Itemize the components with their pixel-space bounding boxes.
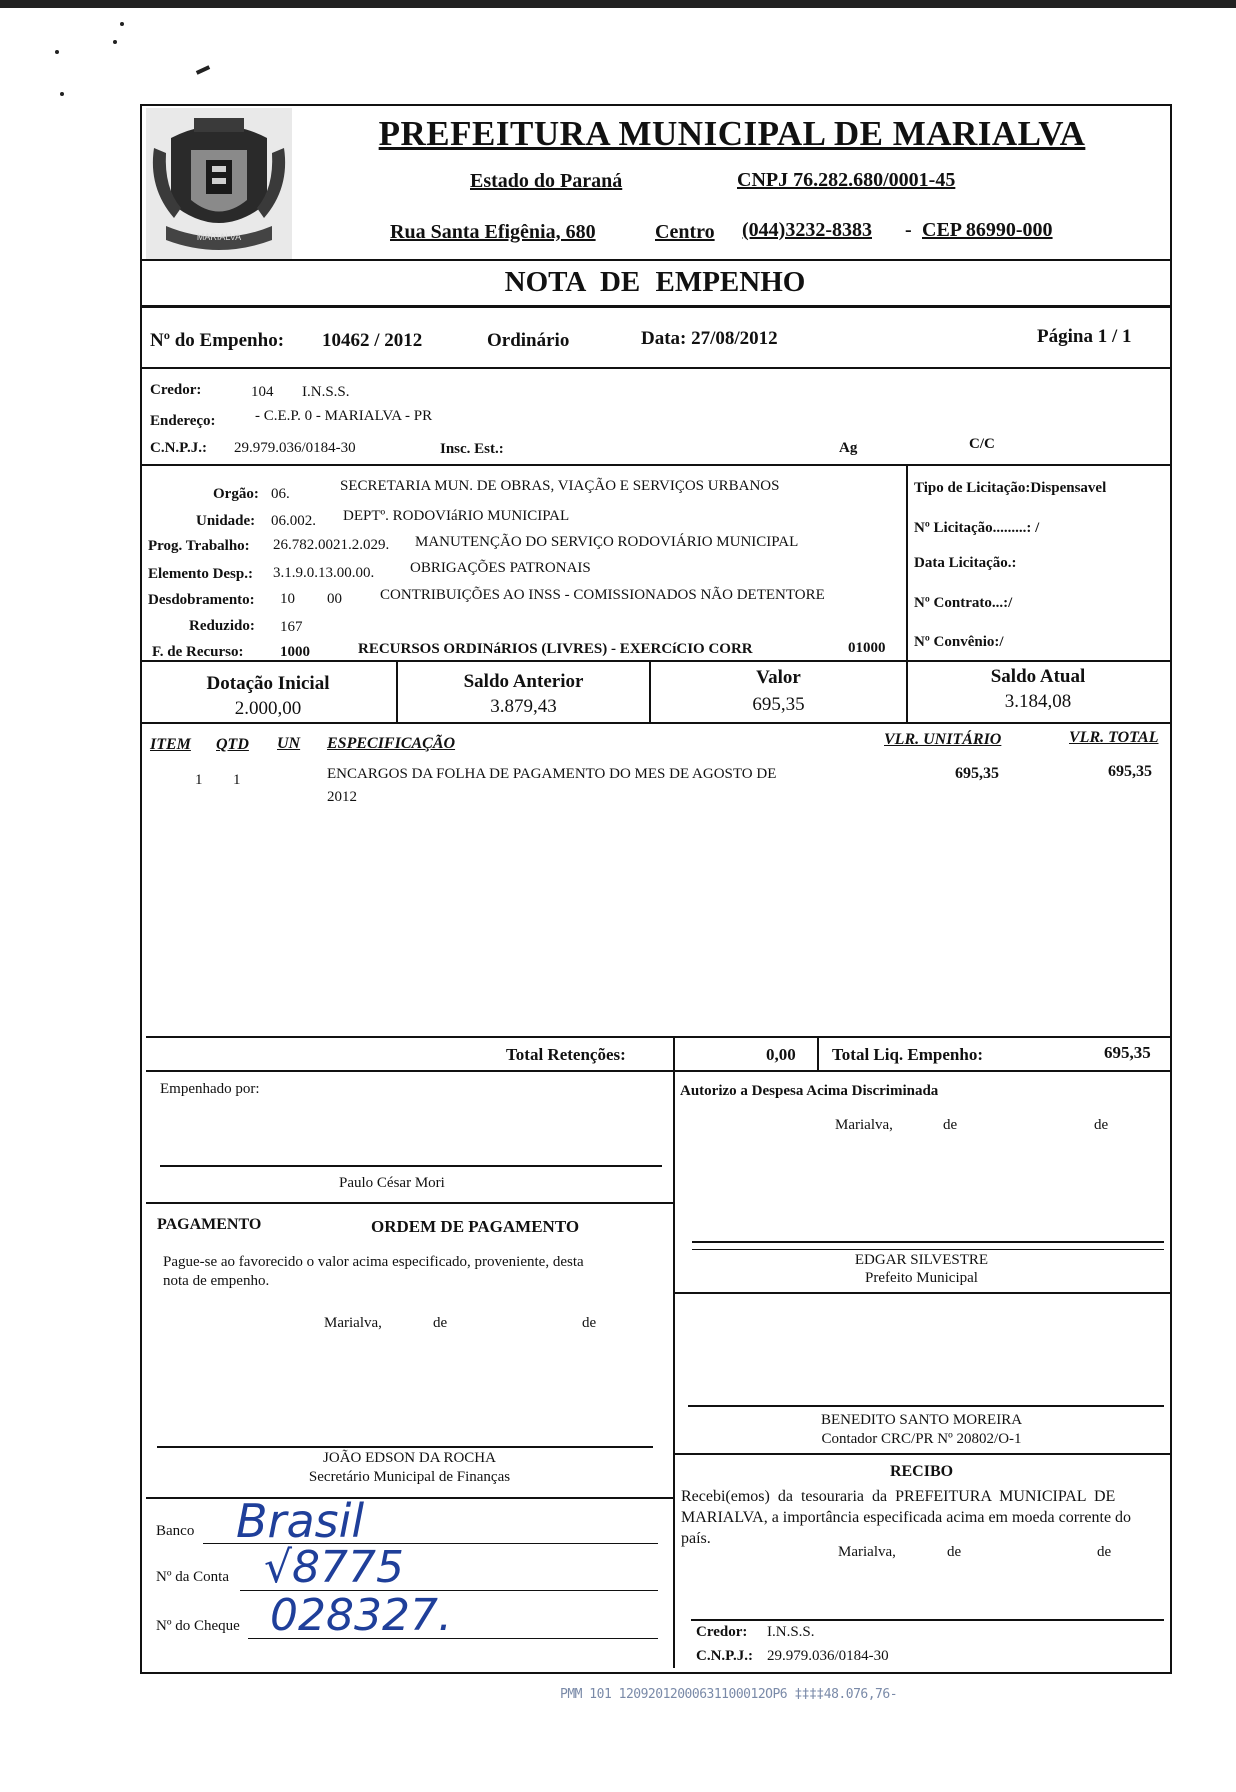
- left-de2: de: [582, 1315, 597, 1331]
- item-number: 1: [195, 772, 203, 788]
- insc-est-label: Insc. Est.:: [440, 441, 504, 457]
- state-label: Estado do Paraná: [470, 170, 623, 192]
- desdobramento-b: 00: [327, 591, 342, 607]
- liquido-value: 695,35: [1104, 1043, 1151, 1062]
- secretario-title: Secretário Municipal de Finanças: [308, 1469, 511, 1485]
- col-header-total: VLR. TOTAL: [1069, 729, 1159, 746]
- credor-code: 104: [251, 384, 274, 400]
- header-dash: -: [905, 219, 912, 241]
- saldo-atual-label: Saldo Atual: [990, 666, 1086, 687]
- credor-label: Credor:: [150, 382, 202, 398]
- recibo-city: Marialva,: [838, 1544, 896, 1560]
- item-especificacao-line2: 2012: [327, 789, 357, 805]
- saldo-atual-value: 3.184,08: [1004, 691, 1072, 712]
- licitacao-numero: Nº Licitação.........: /: [914, 520, 1040, 536]
- divider: [673, 1036, 675, 1070]
- elemento-label: Elemento Desp.:: [148, 566, 253, 582]
- licitacao-convenio: Nº Convênio:/: [914, 634, 1004, 650]
- page-title: PREFEITURA MUNICIPAL DE MARIALVA: [378, 114, 1086, 153]
- page-number: Página 1 / 1: [1037, 326, 1132, 347]
- valor-label: Valor: [756, 667, 801, 688]
- banco-label: Banco: [156, 1523, 195, 1539]
- conta-handwritten: √8775: [264, 1542, 405, 1593]
- pagamento-title: PAGAMENTO: [157, 1216, 262, 1233]
- coat-of-arms-logo: [146, 108, 292, 260]
- divider: [140, 367, 1170, 369]
- recibo-de1: de: [947, 1544, 962, 1560]
- header-district: Centro: [655, 221, 715, 243]
- cnpj-label: C.N.P.J.:: [150, 440, 207, 456]
- header-cep: CEP 86990-000: [922, 219, 1053, 241]
- prefeito-title: Prefeito Municipal: [865, 1270, 978, 1286]
- ordem-title: ORDEM DE PAGAMENTO: [371, 1217, 580, 1236]
- item-especificacao-line1: ENCARGOS DA FOLHA DE PAGAMENTO DO MES DE AGOSTO DE: [327, 766, 777, 782]
- saldo-anterior-label: Saldo Anterior: [463, 671, 584, 692]
- ag-label: Ag: [839, 440, 858, 456]
- unidade-code: 06.002.: [271, 513, 316, 529]
- right-city: Marialva,: [835, 1117, 893, 1133]
- empenhado-label: Empenhado por:: [160, 1081, 260, 1097]
- divider: [817, 1036, 819, 1070]
- prefeito-name: EDGAR SILVESTRE: [854, 1252, 989, 1268]
- divider: [675, 1292, 1170, 1294]
- header-cnpj: CNPJ 76.282.680/0001-45: [737, 169, 956, 191]
- prog-name: MANUTENÇÃO DO SERVIÇO RODOVIÁRIO MUNICIPAL: [415, 534, 799, 550]
- footer-code: PMM 101 12092012000631100012OP6 ‡‡‡‡48.076,76-: [560, 1687, 898, 1702]
- recibo-cnpj-label: C.N.P.J.:: [696, 1648, 753, 1664]
- header-street: Rua Santa Efigênia, 680: [390, 221, 596, 243]
- licitacao-data: Data Licitação.:: [914, 555, 1017, 571]
- empenho-number-label: Nº do Empenho:: [150, 330, 285, 351]
- elemento-name: OBRIGAÇÕES PATRONAIS: [410, 560, 591, 576]
- cheque-handwritten: 028327.: [270, 1590, 452, 1641]
- divider: [140, 464, 1170, 466]
- desdobramento-a: 10: [280, 591, 295, 607]
- dotacao-value: 2.000,00: [234, 698, 302, 719]
- orgao-name: SECRETARIA MUN. DE OBRAS, VIAÇÃO E SERVIÇOS URBANOS: [340, 478, 780, 494]
- scan-speck: [113, 40, 117, 44]
- divider: [146, 1497, 673, 1499]
- desdobramento-name: CONTRIBUIÇÕES AO INSS - COMISSIONADOS NÃO DETENTORE: [380, 587, 825, 603]
- empenho-date: Data: 27/08/2012: [641, 328, 778, 349]
- recibo-cnpj: 29.979.036/0184-30: [767, 1648, 889, 1664]
- signature-line: [688, 1405, 1164, 1407]
- recibo-text-line3: país.: [681, 1530, 711, 1547]
- contador-title: Contador CRC/PR Nº 20802/O-1: [821, 1431, 1022, 1447]
- secretario-name: JOÃO EDSON DA ROCHA: [323, 1450, 496, 1466]
- cheque-label: Nº do Cheque: [156, 1618, 240, 1634]
- scan-speck: [60, 92, 64, 96]
- item-qtd: 1: [233, 772, 241, 788]
- divider: [146, 1070, 1170, 1072]
- recibo-text-line1: Recebi(emos) da tesouraria da PREFEITURA MUNICIPAL DE: [681, 1488, 1116, 1505]
- conta-label: Nº da Conta: [156, 1569, 229, 1585]
- divider: [146, 1202, 673, 1204]
- desdobramento-label: Desdobramento:: [148, 592, 255, 608]
- divider: [140, 305, 1170, 308]
- credor-cnpj: 29.979.036/0184-30: [234, 440, 356, 456]
- left-city: Marialva,: [324, 1315, 382, 1331]
- unidade-label: Unidade:: [196, 513, 256, 529]
- col-header-especificacao: ESPECIFICAÇÃO: [327, 735, 456, 752]
- signature-line: [692, 1241, 1164, 1243]
- licitacao-contrato: Nº Contrato...:/: [914, 595, 1013, 611]
- orgao-label: Orgão:: [213, 486, 259, 502]
- valor-value: 695,35: [752, 694, 805, 715]
- credor-address: - C.E.P. 0 - MARIALVA - PR: [255, 408, 433, 424]
- saldo-anterior-value: 3.879,43: [490, 696, 557, 717]
- pague-text-line1: Pague-se ao favorecido o valor acima especificado, proveniente, desta: [163, 1254, 584, 1270]
- col-header-un: UN: [277, 735, 301, 752]
- liquido-label: Total Liq. Empenho:: [832, 1045, 983, 1064]
- recibo-text-line2: MARIALVA, a importância especificada acima em moeda corrente do: [681, 1509, 1132, 1526]
- recibo-credor-label: Credor:: [696, 1624, 748, 1640]
- retencoes-value: 0,00: [766, 1045, 796, 1064]
- credor-name: I.N.S.S.: [302, 384, 350, 400]
- address-label: Endereço:: [150, 413, 216, 429]
- elemento-code: 3.1.9.0.13.00.00.: [273, 565, 375, 581]
- recibo-de2: de: [1097, 1544, 1112, 1560]
- right-de2: de: [1094, 1117, 1109, 1133]
- col-header-qtd: QTD: [216, 736, 249, 753]
- scan-speck: [120, 22, 124, 26]
- contador-name: BENEDITO SANTO MOREIRA: [820, 1412, 1023, 1428]
- scan-top-edge: [0, 0, 1236, 8]
- col-header-item: ITEM: [150, 736, 191, 753]
- reduzido-label: Reduzido:: [189, 618, 255, 634]
- divider: [140, 259, 1170, 261]
- cc-label: C/C: [969, 436, 995, 452]
- prog-label: Prog. Trabalho:: [148, 538, 250, 554]
- recibo-credor: I.N.S.S.: [767, 1624, 815, 1640]
- signature-line: [157, 1446, 653, 1448]
- divider: [675, 1453, 1170, 1455]
- scan-speck: [55, 50, 59, 54]
- right-de1: de: [943, 1117, 958, 1133]
- item-unit-value: 695,35: [955, 765, 999, 782]
- retencoes-label: Total Retenções:: [506, 1045, 626, 1064]
- divider: [673, 1070, 675, 1668]
- left-de1: de: [433, 1315, 448, 1331]
- col-header-unitario: VLR. UNITÁRIO: [884, 731, 1002, 748]
- unidade-name: DEPTº. RODOVIáRIO MUNICIPAL: [343, 508, 570, 524]
- document-title: NOTA DE EMPENHO: [504, 266, 806, 298]
- header-phone: (044)3232-8383: [742, 219, 872, 241]
- recurso-label: F. de Recurso:: [152, 644, 244, 660]
- divider: [146, 1036, 1170, 1038]
- divider: [140, 660, 1170, 662]
- banco-handwritten: Brasil: [236, 1494, 365, 1548]
- orgao-code: 06.: [271, 486, 290, 502]
- empenho-number: 10462 / 2012: [322, 330, 423, 351]
- reduzido-value: 167: [280, 619, 303, 635]
- signature-line: [160, 1165, 662, 1167]
- licitacao-tipo: Tipo de Licitação:Dispensavel: [914, 480, 1107, 496]
- empenho-type: Ordinário: [487, 330, 570, 351]
- pague-text-line2: nota de empenho.: [163, 1273, 270, 1289]
- item-total-value: 695,35: [1108, 763, 1152, 780]
- recibo-title: RECIBO: [889, 1463, 954, 1480]
- scan-mark: [196, 65, 210, 75]
- autorizo-text: Autorizo a Despesa Acima Discriminada: [680, 1083, 939, 1099]
- divider: [140, 722, 1170, 724]
- recurso-code: 1000: [280, 644, 310, 660]
- divider: [906, 464, 908, 660]
- prog-code: 26.782.0021.2.029.: [273, 537, 390, 553]
- svg-text:MARIALVA: MARIALVA: [196, 232, 242, 242]
- recurso-number: 01000: [848, 640, 886, 656]
- empenhado-name: Paulo César Mori: [339, 1175, 445, 1191]
- signature-line: [692, 1249, 1164, 1250]
- signature-line: [691, 1619, 1164, 1621]
- recurso-name: RECURSOS ORDINáRIOS (LIVRES) - EXERCíCIO CORR: [358, 641, 753, 657]
- dotacao-label: Dotação Inicial: [206, 673, 330, 694]
